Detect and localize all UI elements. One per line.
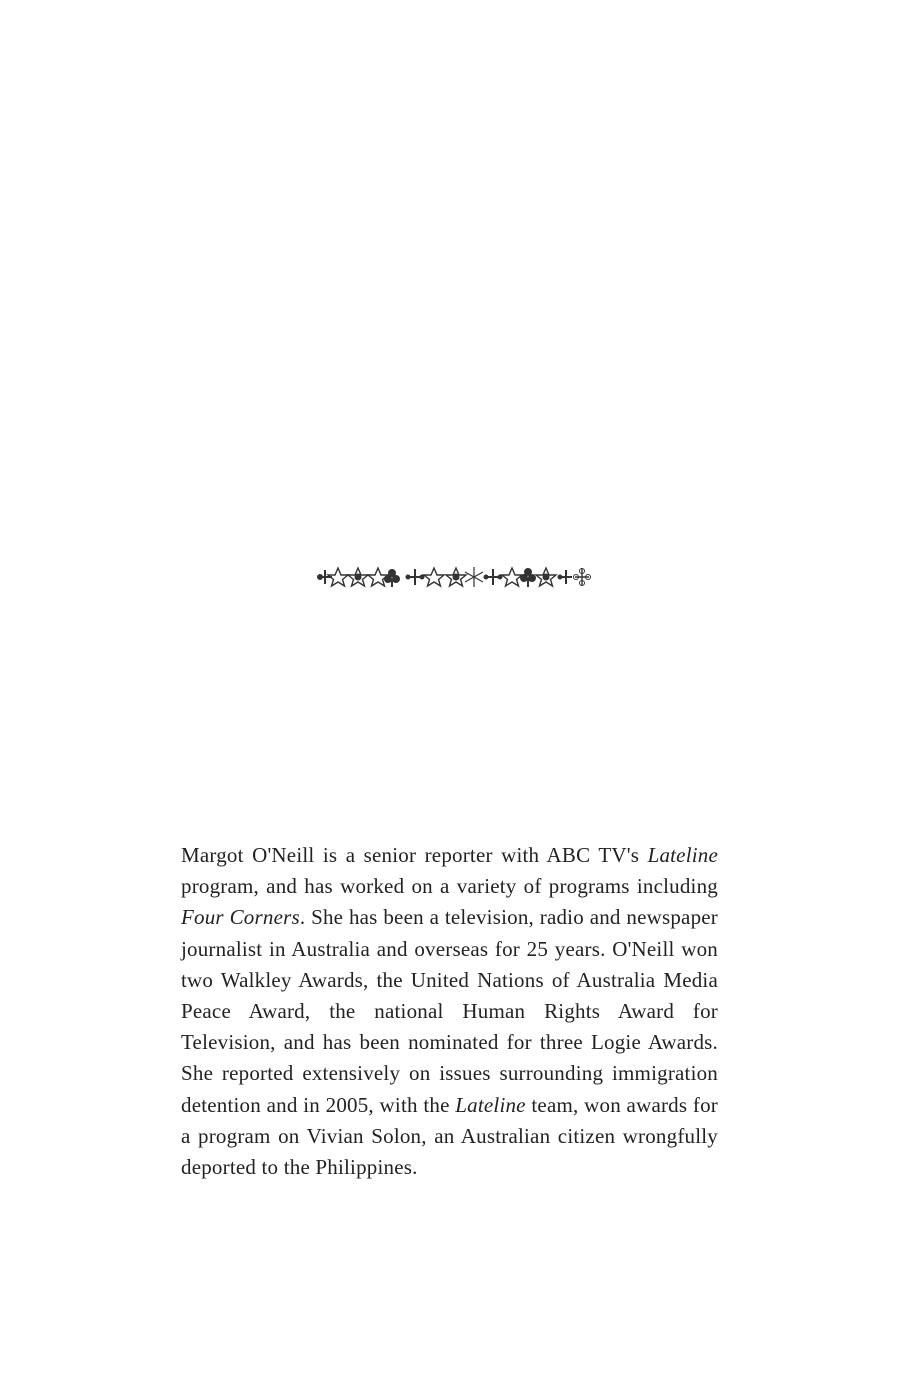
program-title-lateline: Lateline [647, 843, 718, 867]
fleuron-ornament-icon [316, 562, 592, 592]
program-title-four-corners: Four Corners [181, 905, 300, 930]
author-bio-paragraph [181, 840, 718, 1183]
program-title-lateline-2: Lateline [455, 1092, 526, 1117]
bio-text-2: program, and has worked on a variety of programs including [181, 874, 718, 899]
bio-text-3: . She has been a television, radio and newspaper journalist in Australia and overseas for 25 years. O'Neill won two Walkley Awards, the United Nations of Australia Media Peace Award, the national Human Rights Award for Television, and has been nominated for three Logie Awards. She reported extensively on issues surrounding immigration detention and in 2005, with the [181, 905, 718, 1117]
bio-text-1: Margot O'Neill is a senior reporter with ABC TV's [181, 843, 648, 867]
bio-text-4: team, won awards for a program on Vivian Solon, an Australian citizen wrongfully deported to the Philippines. [181, 1092, 718, 1180]
